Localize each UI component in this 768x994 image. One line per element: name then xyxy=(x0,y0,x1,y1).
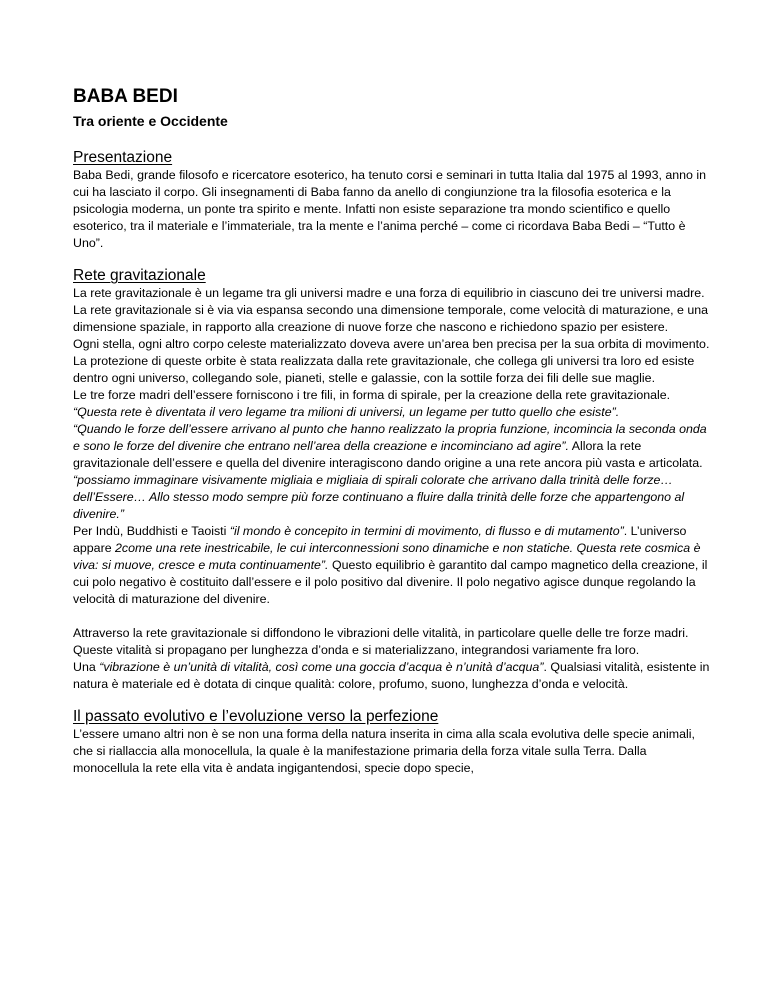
paragraph xyxy=(73,336,713,387)
quote-text: “Quando le forze dell’essere arrivano al punto che hanno realizzato la propria funzione, incomincia la seconda onda e sono le forze del divenire che entrano nell’area della creazione e incominciano ad agire”. xyxy=(73,422,707,453)
paragraph xyxy=(73,726,713,777)
document-body xyxy=(73,148,713,777)
section-heading: Presentazione xyxy=(73,149,173,166)
body-text: Ogni stella, ogni altro corpo celeste materializzato doveva avere un’area ben precisa per la sua orbita di movimento. La protezione di queste orbite è stata realizzata dalla rete gravitazionale, che collega gli universi tra loro ed esiste dentro ogni universo, collegando sole, pianeti, stelle e galassie, con la sottile forza dei fili delle sue maglie. xyxy=(73,337,710,385)
quote-text: “il mondo è concepito in termini di movimento, di flusso e di mutamento” xyxy=(229,524,624,538)
quote-text: “vibrazione è un’unità di vitalità, così come una goccia d’acqua è n’unità d’acqua” xyxy=(99,660,544,674)
document-page xyxy=(73,84,713,791)
paragraph xyxy=(73,472,713,523)
section-heading: Rete gravitazionale xyxy=(73,267,206,284)
paragraph xyxy=(73,523,713,608)
body-text: Baba Bedi, grande filosofo e ricercatore esoterico, ha tenuto corsi e seminari in tutta Italia dal 1975 al 1993, anno in cui ha lasciato il corpo. Gli insegnamenti di Baba fanno da anello di congiunzione tra la filosofia esoterica e la psicologia moderna, un ponte tra spirito e mente. Infatti non esiste separazione tra mondo scientifico e quello esoterico, tra il materiale e l’immateriale, tra la mente e l’anima perché – come ci ricordava Baba Bedi – “Tutto è Uno”. xyxy=(73,168,706,250)
body-text: L’essere umano altri non è se non una forma della natura inserita in cima alla scala evolutiva delle specie animali, che si riallaccia alla monocellula, la quale è la manifestazione primaria della forza vitale sulla Terra. Dalla monocellula la rete ella vita è andata ingigantendosi, specie dopo specie, xyxy=(73,727,695,775)
paragraph xyxy=(73,625,713,659)
quote-text: “possiamo immaginare visivamente migliaia e migliaia di spirali colorate che arrivano dalla trinità delle forze… dell’Essere… Allo stesso modo sempre più forze continuano a fluire dalla trinità delle forze che appartengono al divenire.” xyxy=(73,473,685,521)
document-title: BABA BEDI xyxy=(73,86,178,107)
paragraph xyxy=(73,659,713,693)
body-text: . L’universo appare xyxy=(73,524,687,555)
section xyxy=(73,266,713,693)
quote-text: 2come una rete inestricabile, le cui interconnessioni sono dinamiche e non statiche. Questa rete cosmica è viva: si muove, cresce e muta continuamente”. xyxy=(73,541,701,572)
body-text: . Qualsiasi vitalità, esistente in natura è materiale ed è dotata di cinque qualità: colore, profumo, suono, lunghezza d’onda e velocità. xyxy=(73,660,710,691)
body-text: Per Indù, Buddhisti e Taoisti xyxy=(73,524,230,538)
body-text: Allora la rete gravitazionale dell’essere e quella del divenire interagiscono dando origine a una rete ancora più vasta e articolata. xyxy=(73,439,703,470)
body-text: Attraverso la rete gravitazionale si diffondono le vibrazioni delle vitalità, in particolare quelle delle tre forze madri. Queste vitalità si propagano per lunghezza d’onda e si materializzano, integrandosi variamente fra loro. xyxy=(73,626,689,657)
body-text: Una xyxy=(73,660,100,674)
quote-text: “Questa rete è diventata il vero legame tra milioni di universi, un legame per tutto quello che esiste”. xyxy=(73,405,620,419)
body-text: Questo equilibrio è garantito dal campo magnetico della creazione, il cui polo negativo è costituito dall’essere e il polo positivo dal divenire. Il polo negativo agisce dunque regolando la velocità di maturazione del divenire. xyxy=(73,558,708,606)
paragraph xyxy=(73,167,713,252)
section xyxy=(73,148,713,252)
body-text: La rete gravitazionale è un legame tra gli universi madre e una forza di equilibrio in ciascuno dei tre universi madre. La rete gravitazionale si è via via espansa secondo una dimensione temporale, come velocità di maturazione, e una dimensione spaziale, in rapporto alla creazione di nuove forze che nascono e richiedono spazio per esistere. xyxy=(73,286,709,334)
paragraph xyxy=(73,387,713,421)
paragraph-gap xyxy=(73,608,713,625)
body-text: Le tre forze madri dell’essere forniscono i tre fili, in forma di spirale, per la creazione della rete gravitazionale. xyxy=(73,388,671,402)
section xyxy=(73,707,713,777)
paragraph xyxy=(73,285,713,336)
section-heading: Il passato evolutivo e l’evoluzione verso la perfezione xyxy=(73,708,439,725)
document-subtitle: Tra oriente e Occidente xyxy=(73,113,228,129)
paragraph xyxy=(73,421,713,472)
